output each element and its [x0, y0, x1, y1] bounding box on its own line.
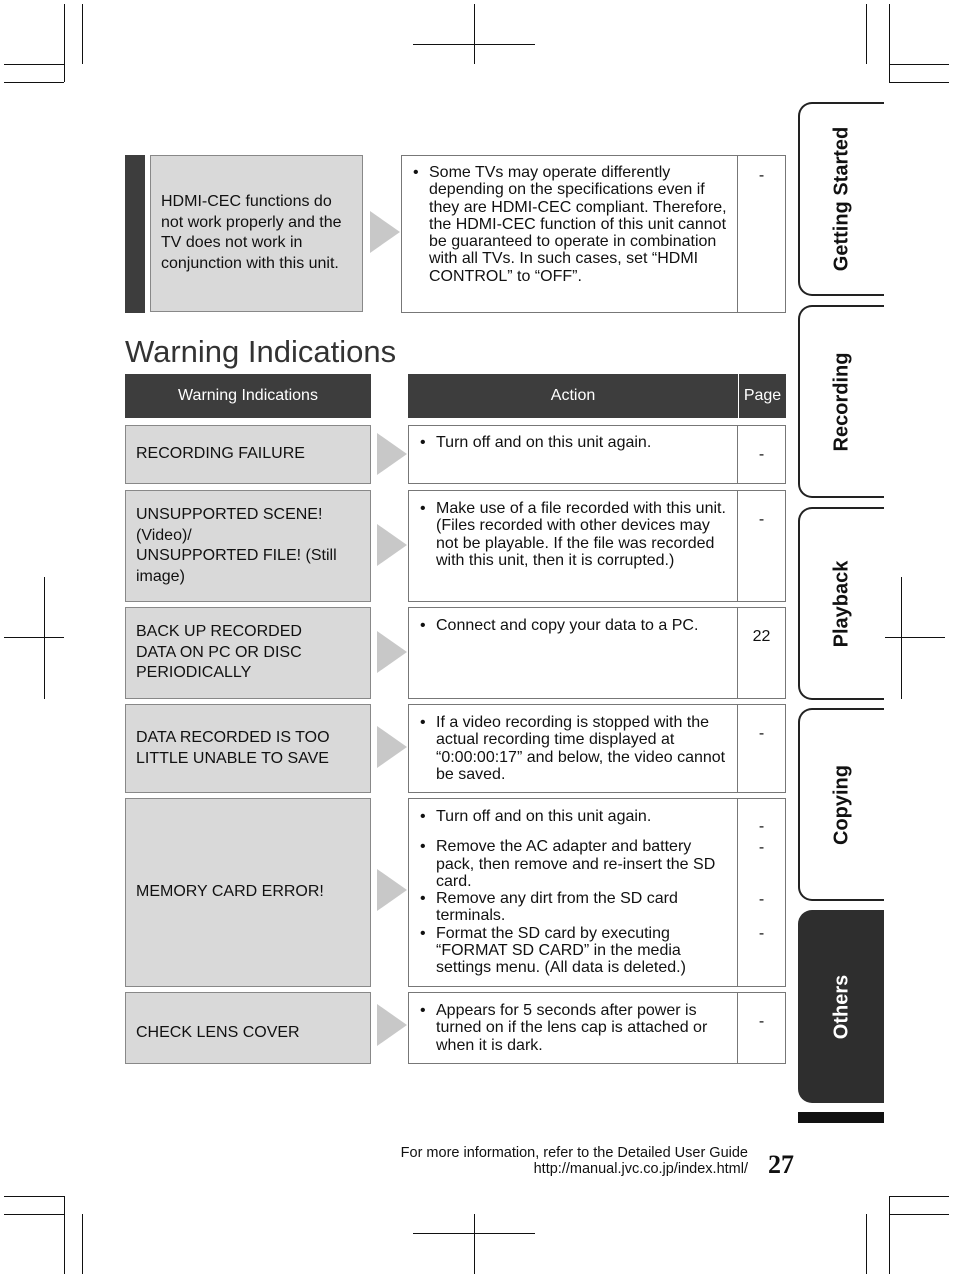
- arrow-icon: [377, 869, 407, 911]
- tab-copying[interactable]: [798, 708, 884, 901]
- page-ref: -: [758, 725, 765, 742]
- section-title: Warning Indications: [125, 334, 397, 369]
- hdmi-page: -: [758, 167, 765, 184]
- arrow-icon: [377, 524, 407, 566]
- hdmi-action-text: • Some TVs may operate differently depending on the specifications even if they are HDMI-CEC compliant. Therefore, the HDMI-CEC function of this unit cannot be guaranteed to operate in combination with all TVs. In such cases, set “HDMI CONTROL” to “OFF”.: [410, 164, 729, 285]
- page-ref: -: [758, 891, 765, 908]
- tab-others[interactable]: [798, 910, 884, 1103]
- action-cell: [408, 798, 786, 987]
- indication-cell: MEMORY CARD ERROR!: [125, 798, 371, 987]
- tab-getting-started[interactable]: [798, 102, 884, 296]
- indication-cell: CHECK LENS COVER: [125, 992, 371, 1064]
- indication-text: UNSUPPORTED SCENE! (Video)/ UNSUPPORTED FILE! (Still image): [136, 506, 337, 585]
- hdmi-action-cell: [401, 155, 786, 313]
- page-number: 27: [768, 1150, 794, 1179]
- page-ref: -: [758, 1013, 765, 1030]
- tab-label: Others: [830, 974, 853, 1039]
- action-text: • Remove any dirt from the SD card terminals.: [417, 890, 729, 925]
- action-text: • Remove the AC adapter and battery pack, then remove and re-insert the SD card.: [417, 838, 729, 890]
- header-page: Page: [739, 374, 786, 418]
- tab-label: Playback: [830, 560, 853, 647]
- tab-recording[interactable]: [798, 305, 884, 498]
- arrow-icon: [377, 1004, 407, 1046]
- indication-cell: RECORDING FAILURE: [125, 425, 371, 484]
- action-text: • Connect and copy your data to a PC.: [417, 617, 729, 634]
- tab-underline: [798, 1112, 884, 1123]
- page-ref: -: [758, 511, 765, 528]
- indication-cell: DATA RECORDED IS TOO LITTLE UNABLE TO SAVE: [125, 704, 371, 793]
- action-cell: [408, 425, 786, 484]
- hdmi-row-marker: [125, 155, 145, 313]
- action-cell: [408, 607, 786, 699]
- indication-cell: [125, 490, 371, 602]
- header-indication: Warning Indications: [125, 374, 371, 418]
- action-text: • Turn off and on this unit again.: [417, 808, 729, 825]
- page-ref: 22: [752, 628, 771, 645]
- action-text: • Make use of a file recorded with this unit. (Files recorded with other devices may not be playable. If the file was recorded with this unit, then it is corrupted.): [417, 500, 729, 569]
- action-text: • Format the SD card by executing “FORMAT SD CARD” in the media settings menu. (All data is deleted.): [417, 925, 729, 977]
- header-action: Action: [408, 374, 738, 418]
- action-cell: [408, 490, 786, 602]
- hdmi-arrow-icon: [370, 211, 400, 253]
- action-cell: [408, 992, 786, 1064]
- page-ref: -: [758, 446, 765, 463]
- action-cell: [408, 704, 786, 793]
- page-ref: -: [758, 839, 765, 856]
- arrow-icon: [377, 726, 407, 768]
- indication-cell: BACK UP RECORDED DATA ON PC OR DISC PERIODICALLY: [125, 607, 371, 699]
- arrow-icon: [377, 631, 407, 673]
- tab-label: Recording: [830, 352, 853, 451]
- action-text: • Turn off and on this unit again.: [417, 434, 729, 451]
- tab-label: Getting Started: [830, 126, 853, 272]
- action-text: • Appears for 5 seconds after power is turned on if the lens cap is attached or when it is dark.: [417, 1002, 729, 1054]
- page-refs: [738, 799, 785, 986]
- tab-playback[interactable]: [798, 507, 884, 700]
- tab-label: Copying: [830, 764, 853, 845]
- footer-line: For more information, refer to the Detailed User Guide: [400, 1145, 748, 1161]
- page-ref: -: [758, 925, 765, 942]
- footer-url[interactable]: http://manual.jvc.co.jp/index.html/: [533, 1161, 748, 1177]
- footer-note: [401, 1145, 748, 1177]
- hdmi-cause-cell: HDMI-CEC functions do not work properly and the TV does not work in conjunction with this unit.: [150, 155, 363, 312]
- page-ref: -: [758, 818, 765, 835]
- action-text: • If a video recording is stopped with the actual recording time displayed at “0:00:00:17” and below, the video cannot be saved.: [417, 714, 729, 783]
- arrow-icon: [377, 433, 407, 475]
